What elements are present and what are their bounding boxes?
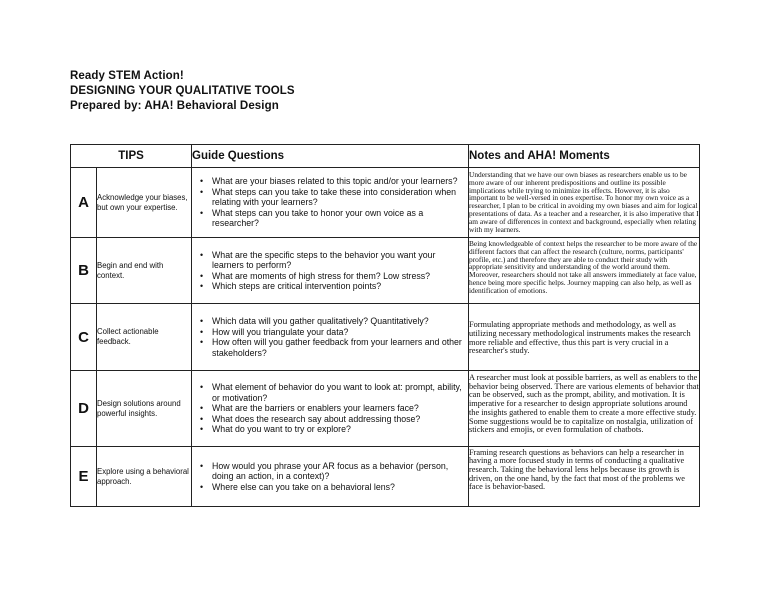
notes-text: Formulating appropriate methods and methodology, as well as utilizing necessary methodological instruments makes the research more reliable and effective, thus this part is very crucial in a researcher's study. — [469, 320, 691, 356]
guide-question: • What are your biases related to this topic and/or your learners? — [212, 176, 464, 187]
guide-question: • What are moments of high stress for them? Low stress? — [212, 271, 464, 282]
guide-questions-cell — [192, 238, 469, 304]
guide-question: • What are the specific steps to the behavior you want your learners to perform? — [212, 250, 464, 271]
guide-question: • How would you phrase your AR focus as a behavior (person, doing an action, in a context)? — [212, 461, 464, 482]
column-header-guide-questions: Guide Questions — [192, 145, 469, 168]
notes-cell — [469, 304, 700, 371]
guide-question: • What element of behavior do you want to look at: prompt, ability, or motivation? — [212, 382, 464, 403]
guide-question: • What does the research say about addressing those? — [212, 414, 464, 425]
row-letter: A — [71, 168, 97, 238]
guide-question: • How often will you gather feedback from your learners and other stakeholders? — [212, 337, 464, 358]
guide-question: • Where else can you take on a behavioral lens? — [212, 482, 464, 493]
guide-question: • How will you triangulate your data? — [212, 327, 464, 338]
guide-question: • Which steps are critical intervention points? — [212, 281, 464, 292]
notes-text: Framing research questions as behaviors can help a researcher in having a more focused study in terms of conducting a qualitative research. Taking the behavioral lens helps because its growth is driven, on the one hand, by the fact that most of the problems we face is behavior-based. — [469, 447, 685, 492]
table-row — [71, 168, 700, 238]
guide-question: • What do you want to try or explore? — [212, 424, 464, 435]
notes-cell — [469, 168, 700, 238]
guide-question: • Which data will you gather qualitatively? Quantitatively? — [212, 316, 464, 327]
guide-question: • What steps can you take to honor your own voice as a researcher? — [212, 208, 464, 229]
table-row — [71, 304, 700, 371]
guide-question: • What are the barriers or enablers your learners face? — [212, 403, 464, 414]
document-header — [70, 69, 295, 114]
guide-question: • What steps can you take to take these into consideration when relating with your learners? — [212, 187, 464, 208]
table-row — [71, 238, 700, 304]
column-header-tips: TIPS — [71, 145, 192, 168]
notes-text: Being knowledgeable of context helps the researcher to be more aware of the different factors that can affect the research (culture, norms, participants' profile, etc.) and therefore they are able to conduct their study with appropriate sensitivity and understanding of the world around them. Moreover, researchers should not take all answers immediately at face value, hence being more specific helps. Journey mapping can also help, as well as identification of emotions. — [469, 239, 698, 295]
row-letter: D — [71, 371, 97, 447]
notes-cell — [469, 447, 700, 507]
table-row — [71, 371, 700, 447]
tip-text: Begin and end with context. — [97, 238, 192, 304]
header-line-2: DESIGNING YOUR QUALITATIVE TOOLS — [70, 85, 295, 97]
tip-text: Acknowledge your biases, but own your expertise. — [97, 168, 192, 238]
tip-text: Explore using a behavioral approach. — [97, 447, 192, 507]
row-letter: B — [71, 238, 97, 304]
notes-cell — [469, 238, 700, 304]
guide-questions-cell — [192, 447, 469, 507]
row-letter: E — [71, 447, 97, 507]
guide-questions-cell — [192, 168, 469, 238]
header-line-3: Prepared by: AHA! Behavioral Design — [70, 100, 279, 112]
column-header-notes: Notes and AHA! Moments — [469, 145, 700, 168]
qualitative-tools-table — [70, 144, 700, 507]
notes-cell — [469, 371, 700, 447]
notes-text: Understanding that we have our own biases as researchers enable us to be more aware of our inherent predispositions and outline its possible implications while trying to minimize its effects. However, it is also important to be well-versed in ones expertise. To honor my own voice as a researcher, I plan to be critical in avoiding my own biases and aim for logical presentations of data. As a teacher and a researcher, it is also imperative that I am aware of differences in context and background, especially when relating with my learners. — [469, 170, 699, 234]
guide-questions-cell — [192, 371, 469, 447]
notes-text: A researcher must look at possible barriers, as well as enablers to the behavior being observed. There are various elements of behavior that can be observed, such as the prompt, ability, and motivation. It is imperative for a researcher to design appropriate solutions around the insights gathered to enable them to create a more effective study. Some suggestions would be to capitalize on nostalgia, utilization of stickers and emojis, or even formulation of chatbots. — [469, 373, 699, 435]
tip-text: Design solutions around powerful insights. — [97, 371, 192, 447]
table-header-row — [71, 145, 700, 168]
header-line-1: Ready STEM Action! — [70, 70, 184, 82]
row-letter: C — [71, 304, 97, 371]
guide-questions-cell — [192, 304, 469, 371]
table-row — [71, 447, 700, 507]
tip-text: Collect actionable feedback. — [97, 304, 192, 371]
